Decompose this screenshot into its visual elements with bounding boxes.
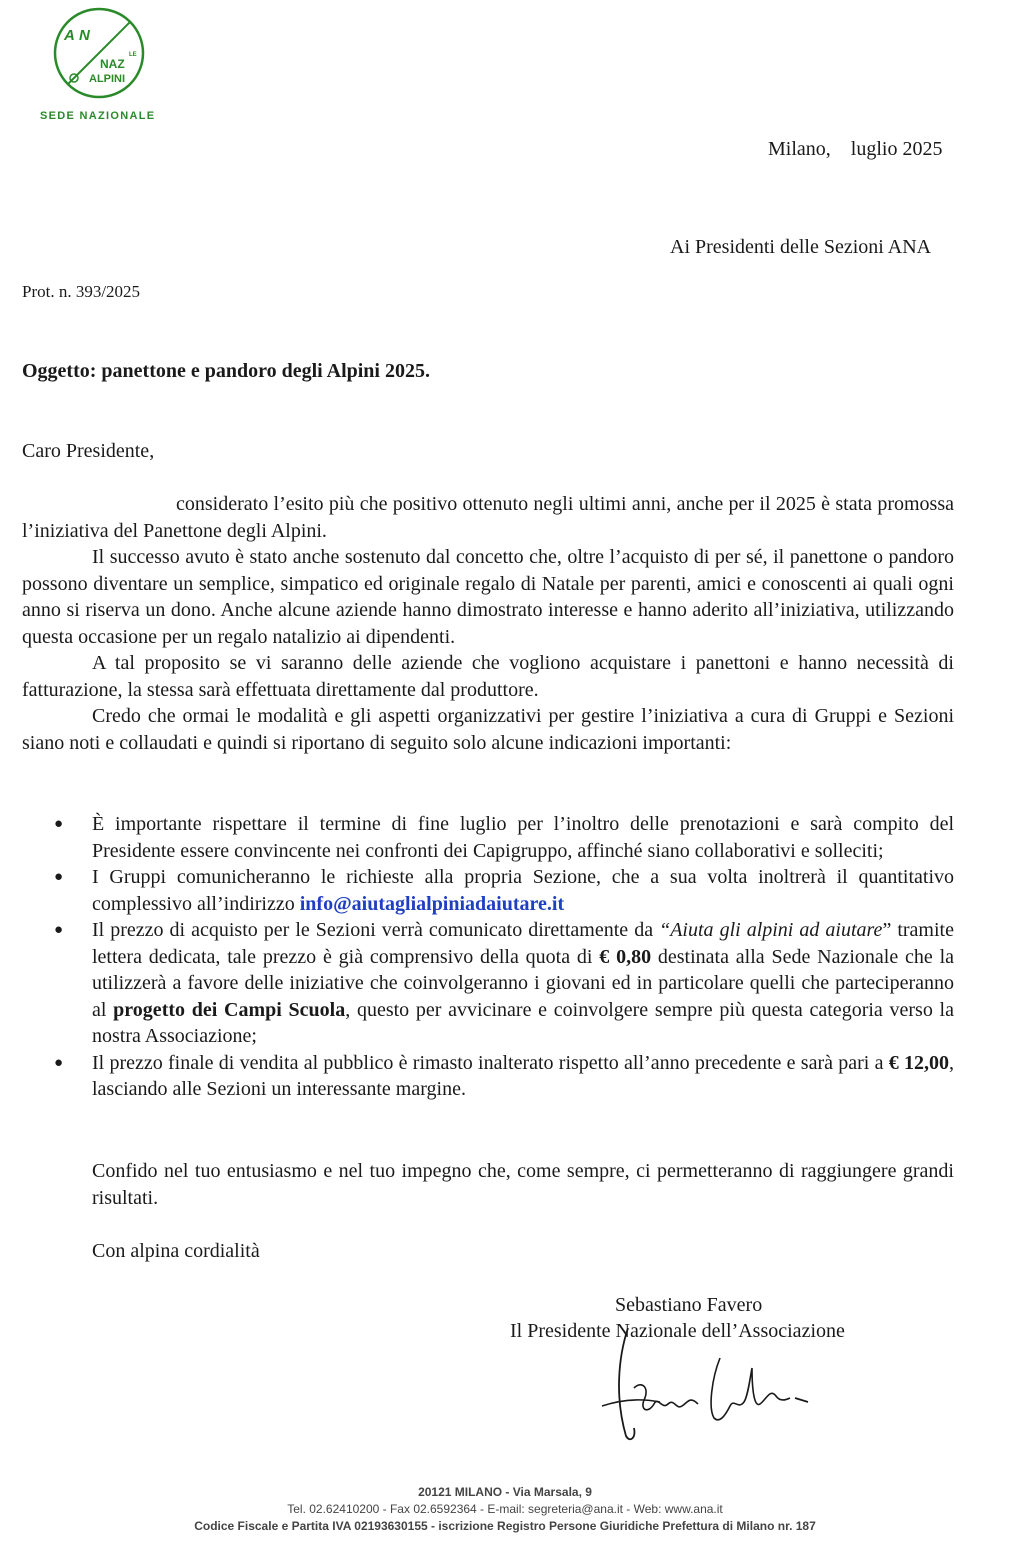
final-price: € 12,00 bbox=[888, 1051, 950, 1074]
bullet-3-text-d: , questo per avvicinare e coinvolgere sempre più questa categoria verso la nostra Associazione; bbox=[92, 998, 954, 1047]
bullet-3-text-a: Il prezzo di acquisto per le Sezioni verrà comunicato direttamente da bbox=[92, 919, 660, 941]
bullet-4-text-a: Il prezzo finale di vendita al pubblico è rimasto inalterato rispetto all’anno precedente e sarà pari a bbox=[92, 1051, 889, 1074]
svg-text:ALPINI: ALPINI bbox=[89, 73, 126, 85]
svg-text:N: N bbox=[79, 27, 90, 44]
footer-contacts: Tel. 02.62410200 - Fax 02.6592364 - E-mail: segreteria@ana.it - Web: www.ana.it bbox=[287, 1502, 723, 1516]
list-item bbox=[22, 1050, 954, 1103]
closing-paragraph: Confido nel tuo entusiasmo e nel tuo impegno che, come sempre, ci permetteranno di raggiungere grandi risultati. bbox=[92, 1160, 954, 1209]
bullet-4-text-b: , lasciando alle Sezioni un interessante margine. bbox=[92, 1051, 955, 1100]
footer-address: 20121 MILANO - Via Marsala, 9 bbox=[418, 1485, 592, 1499]
letterhead-caption: SEDE NAZIONALE bbox=[40, 110, 156, 122]
list-item bbox=[22, 811, 954, 864]
paragraph-1: considerato l’esito più che positivo ottenuto negli ultimi anni, anche per il 2025 è stata promossa l’iniziativa del Panettone degli Alpini. bbox=[22, 493, 954, 542]
list-item bbox=[22, 864, 954, 917]
letter-subject: Oggetto: panettone e pandoro degli Alpini 2025. bbox=[22, 360, 430, 382]
date-month: luglio 2025 bbox=[850, 138, 943, 160]
salutation: Caro Presidente, bbox=[22, 440, 155, 462]
list-item bbox=[22, 917, 954, 1050]
recipient: Ai Presidenti delle Sezioni ANA bbox=[670, 236, 932, 258]
letter-body bbox=[22, 491, 954, 756]
quota-amount: € 0,80 bbox=[599, 945, 652, 968]
paragraph-4: Credo che ormai le modalità e gli aspetti organizzativi per gestire l’iniziativa a cura di Gruppi e Sezioni siano noti e collaudati e quindi si riportano di seguito solo alcune indicazioni importanti: bbox=[22, 705, 954, 754]
indications-list bbox=[22, 811, 954, 1103]
svg-text:A: A bbox=[64, 27, 75, 44]
email-link[interactable]: info@aiutaglialpiniadaiutare.it bbox=[299, 892, 565, 915]
svg-text:LE: LE bbox=[129, 52, 137, 58]
project-name: progetto dei Campi Scuola bbox=[113, 998, 346, 1021]
initiative-name: “Aiuta gli alpini ad aiutare bbox=[659, 919, 883, 941]
bullet-3-text-b: ” tramite lettera dedicata, tale prezzo è già comprensivo della quota di bbox=[92, 919, 954, 968]
bullet-2-text: I Gruppi comunicheranno le richieste alla propria Sezione, che a sua volta inoltrerà il quantitativo complessivo all’indirizzo bbox=[92, 866, 954, 915]
signatory-role: Il Presidente Nazionale dell’Associazione bbox=[510, 1320, 845, 1342]
footer-registration: Codice Fiscale e Partita IVA 02193630155 - iscrizione Registro Persone Giuridiche Prefettura di Milano nr. 187 bbox=[194, 1519, 816, 1533]
svg-text:NAZ: NAZ bbox=[100, 57, 125, 71]
paragraph-2: Il successo avuto è stato anche sostenuto dal concetto che, oltre l’acquisto di per sé, il panettone o pandoro possono diventare un semplice, simpatico ed originale regalo di Natale per parenti, amici e conoscenti ai quali ogni anno si riserva un dono. Anche alcune aziende hanno dimostrato interesse e hanno aderito all’iniziativa, utilizzando questa occasione per un regalo natalizio ai dipendenti. bbox=[22, 546, 954, 648]
signatory-name: Sebastiano Favero bbox=[615, 1294, 763, 1316]
paragraph-3: A tal proposito se vi saranno delle aziende che vogliono acquistare i panettoni e hanno necessità di fatturazione, la stessa sarà effettuata direttamente dal produttore. bbox=[22, 652, 954, 701]
date-place: Milano, bbox=[768, 138, 831, 160]
closing-greeting: Con alpina cordialità bbox=[92, 1240, 260, 1262]
ana-logo bbox=[52, 6, 146, 100]
bullet-1-text: È importante rispettare il termine di fine luglio per l’inoltro delle prenotazioni e sarà compito del Presidente essere convincente nei confronti dei Capigruppo, affinché siano collaborativi e solleciti; bbox=[92, 813, 954, 862]
protocol-number: Prot. n. 393/2025 bbox=[22, 282, 141, 301]
bullet-3-text-c: destinata alla Sede Nazionale che la utilizzerà a favore delle iniziative che coinvolgeranno i giovani ed in particolare quelli che parteciperanno al bbox=[92, 945, 955, 1021]
letter-date bbox=[768, 136, 942, 162]
